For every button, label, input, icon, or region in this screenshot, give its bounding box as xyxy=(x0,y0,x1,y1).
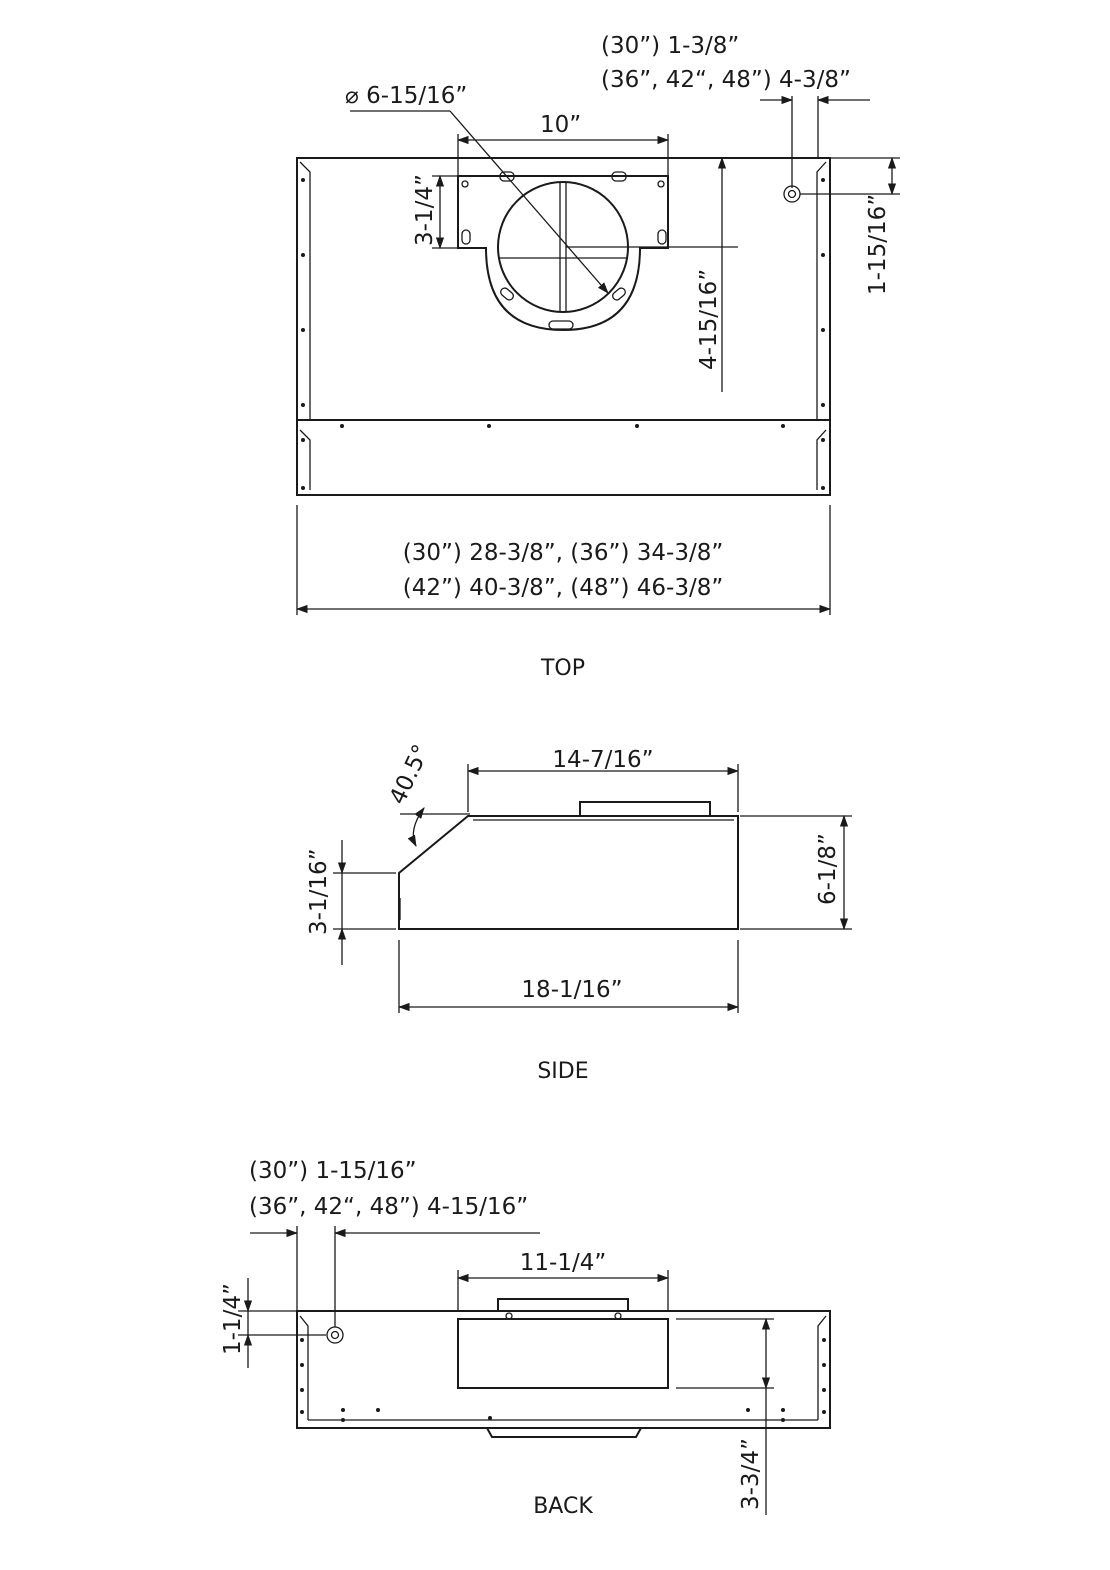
top-view xyxy=(297,33,900,681)
dim-overall-width xyxy=(297,505,830,615)
dim-side-total-height xyxy=(740,816,852,929)
side-depth-label: 18-1/16” xyxy=(521,977,623,1003)
dim-back-opening-width xyxy=(458,1250,668,1311)
electrical-knockout xyxy=(784,186,800,202)
duct-center-label: 4-15/16” xyxy=(696,268,722,370)
overall-width-line2: (42”) 40-3/8”, (48”) 46-3/8” xyxy=(402,575,724,601)
dim-vent-depth xyxy=(800,158,900,295)
side-view-caption: SIDE xyxy=(537,1059,589,1084)
side-view-outline xyxy=(399,802,738,929)
back-view-caption: BACK xyxy=(533,1494,593,1519)
side-total-height-label: 6-1/8” xyxy=(815,833,841,905)
bracket-depth-label: 3-1/4” xyxy=(412,174,438,246)
bracket-width-label: 10” xyxy=(540,112,582,138)
side-view xyxy=(306,741,852,1084)
side-front-height-label: 3-1/16” xyxy=(306,848,332,935)
dim-side-angle xyxy=(385,741,470,846)
dim-bracket-width xyxy=(458,112,668,176)
back-view xyxy=(220,1158,830,1519)
vent-offset-30-label: (30”) 1-3/8” xyxy=(601,33,740,59)
dim-side-front-height xyxy=(306,840,396,965)
back-vent-height-label: 1-1/4” xyxy=(220,1283,246,1355)
back-view-outline xyxy=(297,1299,830,1437)
overall-width-line1: (30”) 28-3/8”, (36”) 34-3/8” xyxy=(402,540,724,566)
vent-depth-label: 1-15/16” xyxy=(865,193,891,295)
dim-back-opening-height xyxy=(676,1319,774,1515)
duct-collar xyxy=(458,172,668,330)
back-opening-height-label: 3-3/4” xyxy=(738,1438,764,1510)
back-opening-width-label: 11-1/4” xyxy=(519,1250,607,1276)
side-angle-label: 40.5° xyxy=(384,740,435,809)
top-view-outline xyxy=(297,158,830,495)
dim-back-vent-height xyxy=(220,1278,326,1368)
back-vent-offset-30-label: (30”) 1-15/16” xyxy=(249,1158,417,1184)
dim-bracket-depth xyxy=(412,174,458,248)
top-view-caption: TOP xyxy=(540,656,586,681)
side-top-length-label: 14-7/16” xyxy=(552,747,654,773)
dim-back-vent-offset xyxy=(249,1158,540,1327)
dim-side-depth xyxy=(399,940,738,1013)
back-vent-offset-other-label: (36”, 42“, 48”) 4-15/16” xyxy=(249,1194,529,1220)
duct-diameter-label: ⌀ 6-15/16” xyxy=(345,83,468,109)
vent-offset-other-label: (36”, 42“, 48”) 4-3/8” xyxy=(601,67,851,93)
